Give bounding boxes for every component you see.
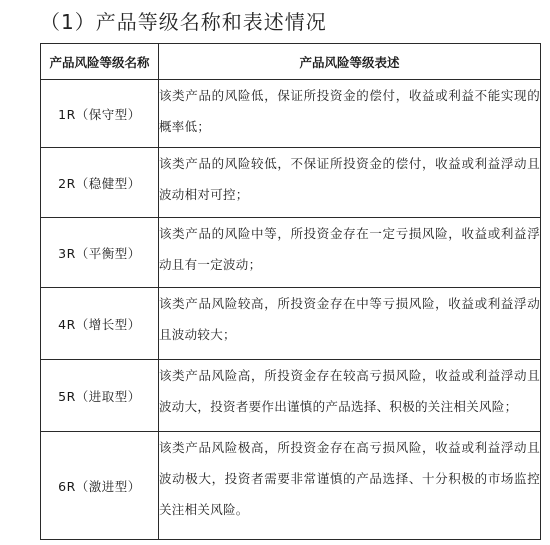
table-row xyxy=(41,360,541,432)
table-row xyxy=(41,288,541,360)
table-row xyxy=(41,148,541,218)
risk-level-description: 该类产品的风险低，保证所投资金的偿付，收益或利益不能实现的概率低； xyxy=(159,80,541,148)
risk-level-name: 6R（激进型） xyxy=(41,432,159,540)
table-row xyxy=(41,432,541,540)
header-risk-level-description: 产品风险等级表述 xyxy=(159,44,541,80)
risk-level-name: 3R（平衡型） xyxy=(41,218,159,288)
risk-level-name: 2R（稳健型） xyxy=(41,148,159,218)
risk-level-description: 该类产品的风险中等，所投资金存在一定亏损风险，收益或利益浮动且有一定波动； xyxy=(159,218,541,288)
risk-level-description: 该类产品风险极高，所投资金存在高亏损风险，收益或利益浮动且波动极大，投资者需要非常谨慎的产品选择、十分积极的市场监控关注相关风险。 xyxy=(159,432,541,540)
risk-level-description: 该类产品的风险较低，不保证所投资金的偿付，收益或利益浮动且波动相对可控； xyxy=(159,148,541,218)
table-header-row xyxy=(41,44,541,80)
section-title: （1）产品等级名称和表述情况 xyxy=(40,10,327,34)
risk-level-name: 4R（增长型） xyxy=(41,288,159,360)
risk-level-name: 5R（进取型） xyxy=(41,360,159,432)
risk-level-name: 1R（保守型） xyxy=(41,80,159,148)
risk-level-description: 该类产品风险高，所投资金存在较高亏损风险，收益或利益浮动且波动大，投资者要作出谨慎的产品选择、积极的关注相关风险； xyxy=(159,360,541,432)
table-row xyxy=(41,80,541,148)
header-risk-level-name: 产品风险等级名称 xyxy=(41,44,159,80)
risk-level-description: 该类产品风险较高，所投资金存在中等亏损风险，收益或利益浮动且波动较大； xyxy=(159,288,541,360)
risk-level-table xyxy=(40,43,541,540)
table-row xyxy=(41,218,541,288)
